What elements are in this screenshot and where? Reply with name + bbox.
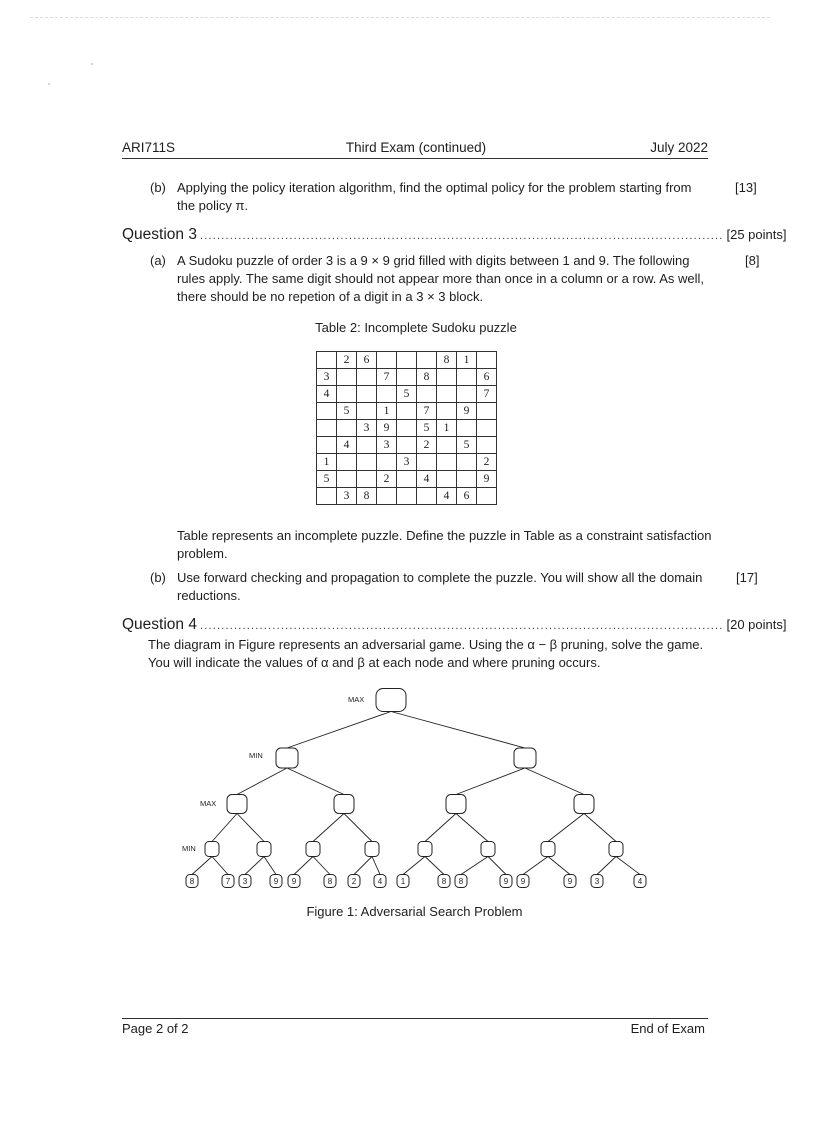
table-caption: Table 2: Incomplete Sudoku puzzle	[315, 320, 517, 335]
sudoku-cell	[337, 454, 357, 471]
leader-dots: ...........................................................................................................................	[199, 620, 724, 632]
sudoku-cell	[397, 352, 417, 369]
figure-caption: Figure 1: Adversarial Search Problem	[306, 904, 523, 919]
sudoku-cell	[397, 471, 417, 488]
tree-edge	[425, 857, 444, 875]
level-label: MIN	[182, 844, 196, 853]
q3b-text: Use forward checking and propagation to complete the puzzle. You will show all the domain reductions.	[177, 570, 703, 603]
sudoku-cell	[317, 437, 337, 454]
tree-edge	[212, 814, 237, 842]
sudoku-cell	[377, 454, 397, 471]
sudoku-cell: 8	[437, 352, 457, 369]
sudoku-cell	[357, 369, 377, 386]
max-node	[227, 795, 247, 814]
sudoku-cell	[397, 420, 417, 437]
sudoku-cell	[457, 386, 477, 403]
q3a-text: A Sudoku puzzle of order 3 is a 9 × 9 grid filled with digits between 1 and 9. The following rules apply. The same digit should not appear more than once in a column or a row. As well, there should be no repetion of a digit in a 3 × 3 block.	[177, 253, 705, 304]
sudoku-cell	[417, 352, 437, 369]
tree-edge	[372, 857, 380, 875]
tree-edge	[237, 768, 287, 795]
min-node	[541, 842, 555, 857]
sudoku-cell: 8	[357, 488, 377, 505]
sudoku-row	[317, 386, 497, 403]
level-label: MIN	[249, 751, 263, 760]
tree-edge	[525, 768, 584, 795]
tree-edge	[597, 857, 616, 875]
sudoku-cell: 5	[417, 420, 437, 437]
question-3-heading	[122, 226, 787, 244]
tree-edge	[403, 857, 425, 875]
question-3-title: Question 3	[122, 226, 197, 243]
leaf-value: 2	[351, 877, 357, 886]
q2b-text: Applying the policy iteration algorithm, find the optimal policy for the problem starting from the policy π.	[177, 180, 692, 213]
leaf-value: 4	[637, 877, 643, 886]
sudoku-cell: 2	[417, 437, 437, 454]
sudoku-row	[317, 420, 497, 437]
sudoku-row	[317, 403, 497, 420]
sudoku-cell: 3	[377, 437, 397, 454]
sudoku-cell: 7	[417, 403, 437, 420]
leader-dots: ...........................................................................................................................	[199, 230, 724, 242]
sudoku-cell	[437, 454, 457, 471]
sudoku-cell: 9	[377, 420, 397, 437]
sudoku-cell	[477, 420, 497, 437]
q2b-marks: [13]	[735, 180, 757, 195]
sudoku-cell	[477, 352, 497, 369]
tree-edge	[584, 814, 616, 842]
leaf-value: 8	[189, 877, 195, 886]
sudoku-cell	[357, 454, 377, 471]
q3-after-table-text: Table represents an incomplete puzzle. Define the puzzle in Table as a constraint satisfaction problem.	[177, 528, 712, 561]
sudoku-cell: 6	[457, 488, 477, 505]
sudoku-cell: 4	[417, 471, 437, 488]
tree-edge	[461, 857, 488, 875]
max-root-node	[376, 689, 406, 712]
sudoku-cell: 4	[317, 386, 337, 403]
sudoku-cell: 1	[457, 352, 477, 369]
sudoku-cell	[317, 352, 337, 369]
sudoku-cell	[417, 386, 437, 403]
sudoku-cell	[457, 471, 477, 488]
sudoku-cell	[437, 437, 457, 454]
sudoku-cell	[437, 403, 457, 420]
sudoku-cell	[377, 352, 397, 369]
min-node	[205, 842, 219, 857]
tree-edge	[456, 814, 488, 842]
question-3-points: [25 points]	[726, 227, 787, 242]
tree-edge	[456, 768, 525, 795]
level-label: MAX	[348, 695, 365, 704]
leaf-value: 3	[242, 877, 248, 886]
tree-edge	[548, 814, 584, 842]
sudoku-cell	[337, 369, 357, 386]
sudoku-row	[317, 369, 497, 386]
min-node	[609, 842, 623, 857]
sudoku-cell	[437, 471, 457, 488]
scan-speck	[48, 83, 50, 85]
q3b-label: (b)	[150, 570, 166, 585]
sudoku-cell	[357, 471, 377, 488]
tree-edge	[294, 857, 313, 875]
min-node	[418, 842, 432, 857]
q3b-marks: [17]	[736, 570, 758, 585]
sudoku-cell	[337, 420, 357, 437]
scan-artifact-line	[30, 17, 770, 18]
tree-edge	[313, 814, 344, 842]
sudoku-row	[317, 352, 497, 369]
game-tree-diagram	[170, 684, 660, 894]
leaf-value: 3	[594, 877, 600, 886]
tree-edge	[354, 857, 372, 875]
sudoku-cell: 2	[337, 352, 357, 369]
tree-edge	[264, 857, 276, 875]
sudoku-cell	[397, 369, 417, 386]
sudoku-cell	[317, 403, 337, 420]
min-node	[514, 748, 536, 768]
tree-edge	[344, 814, 372, 842]
tree-edge	[548, 857, 570, 875]
sudoku-cell: 9	[477, 471, 497, 488]
footer-rule	[122, 1018, 708, 1019]
sudoku-row	[317, 471, 497, 488]
sudoku-row	[317, 454, 497, 471]
sudoku-cell	[477, 403, 497, 420]
sudoku-cell: 8	[417, 369, 437, 386]
tree-edge	[616, 857, 640, 875]
tree-edge	[425, 814, 456, 842]
min-node	[365, 842, 379, 857]
leaf-value: 9	[567, 877, 573, 886]
sudoku-cell: 3	[337, 488, 357, 505]
question-4-title: Question 4	[122, 616, 197, 633]
sudoku-cell: 1	[317, 454, 337, 471]
sudoku-cell	[357, 403, 377, 420]
sudoku-cell	[397, 403, 417, 420]
leaf-value: 8	[327, 877, 333, 886]
sudoku-cell	[417, 488, 437, 505]
max-node	[334, 795, 354, 814]
exam-date: July 2022	[650, 140, 708, 155]
sudoku-cell: 6	[477, 369, 497, 386]
sudoku-cell	[417, 454, 437, 471]
leaf-value: 9	[503, 877, 509, 886]
sudoku-cell	[317, 488, 337, 505]
sudoku-cell: 7	[477, 386, 497, 403]
sudoku-cell: 5	[337, 403, 357, 420]
sudoku-row	[317, 437, 497, 454]
course-code: ARI711S	[122, 140, 176, 155]
tree-edge	[245, 857, 264, 875]
sudoku-cell: 5	[457, 437, 477, 454]
scan-speck	[91, 63, 93, 65]
tree-edge	[192, 857, 212, 875]
leaf-value: 8	[458, 877, 464, 886]
leaf-value: 9	[291, 877, 297, 886]
sudoku-cell: 5	[317, 471, 337, 488]
sudoku-cell	[377, 386, 397, 403]
sudoku-cell: 4	[337, 437, 357, 454]
sudoku-cell	[357, 386, 377, 403]
sudoku-cell: 3	[397, 454, 417, 471]
leaf-value: 8	[441, 877, 447, 886]
leaf-value: 4	[377, 877, 383, 886]
tree-edge	[287, 768, 344, 795]
sudoku-cell: 4	[437, 488, 457, 505]
sudoku-cell	[357, 437, 377, 454]
sudoku-cell: 6	[357, 352, 377, 369]
q4-text: The diagram in Figure represents an adversarial game. Using the α − β pruning, solve the game. You will indicate the values of α and β at each node and where pruning occurs.	[148, 637, 704, 670]
min-node	[276, 748, 298, 768]
level-label: MAX	[200, 799, 217, 808]
sudoku-cell	[337, 471, 357, 488]
tree-edge	[313, 857, 330, 875]
leaf-value: 1	[400, 877, 406, 886]
leaf-value: 9	[273, 877, 279, 886]
sudoku-cell: 3	[317, 369, 337, 386]
sudoku-cell: 5	[397, 386, 417, 403]
header-rule	[122, 158, 708, 159]
sudoku-cell: 2	[377, 471, 397, 488]
sudoku-cell	[477, 488, 497, 505]
sudoku-cell: 2	[477, 454, 497, 471]
question-4-heading	[122, 616, 787, 634]
tree-edge	[287, 712, 391, 749]
max-node	[574, 795, 594, 814]
sudoku-cell	[397, 437, 417, 454]
exam-title: Third Exam (continued)	[345, 140, 487, 155]
sudoku-table	[316, 351, 497, 505]
sudoku-cell	[457, 369, 477, 386]
leaf-value: 9	[520, 877, 526, 886]
sudoku-cell: 3	[357, 420, 377, 437]
leaf-value: 7	[225, 877, 231, 886]
max-node	[446, 795, 466, 814]
sudoku-cell: 1	[377, 403, 397, 420]
sudoku-cell	[437, 386, 457, 403]
tree-edge	[237, 814, 264, 842]
question-4-points: [20 points]	[726, 617, 787, 632]
sudoku-cell	[377, 488, 397, 505]
tree-edge	[488, 857, 506, 875]
tree-edge	[523, 857, 548, 875]
q3a-marks: [8]	[745, 253, 760, 268]
tree-edge	[212, 857, 228, 875]
end-of-exam: End of Exam	[630, 1021, 705, 1036]
sudoku-cell	[437, 369, 457, 386]
min-node	[481, 842, 495, 857]
min-node	[257, 842, 271, 857]
sudoku-cell	[397, 488, 417, 505]
sudoku-cell	[317, 420, 337, 437]
sudoku-cell: 1	[437, 420, 457, 437]
q2b-label: (b)	[150, 180, 166, 195]
sudoku-cell	[457, 454, 477, 471]
sudoku-cell	[457, 420, 477, 437]
sudoku-cell: 9	[457, 403, 477, 420]
sudoku-cell	[337, 386, 357, 403]
page-number: Page 2 of 2	[122, 1021, 189, 1036]
q3a-label: (a)	[150, 253, 166, 268]
sudoku-row	[317, 488, 497, 505]
min-node	[306, 842, 320, 857]
sudoku-cell	[477, 437, 497, 454]
sudoku-cell: 7	[377, 369, 397, 386]
tree-edge	[391, 712, 525, 749]
